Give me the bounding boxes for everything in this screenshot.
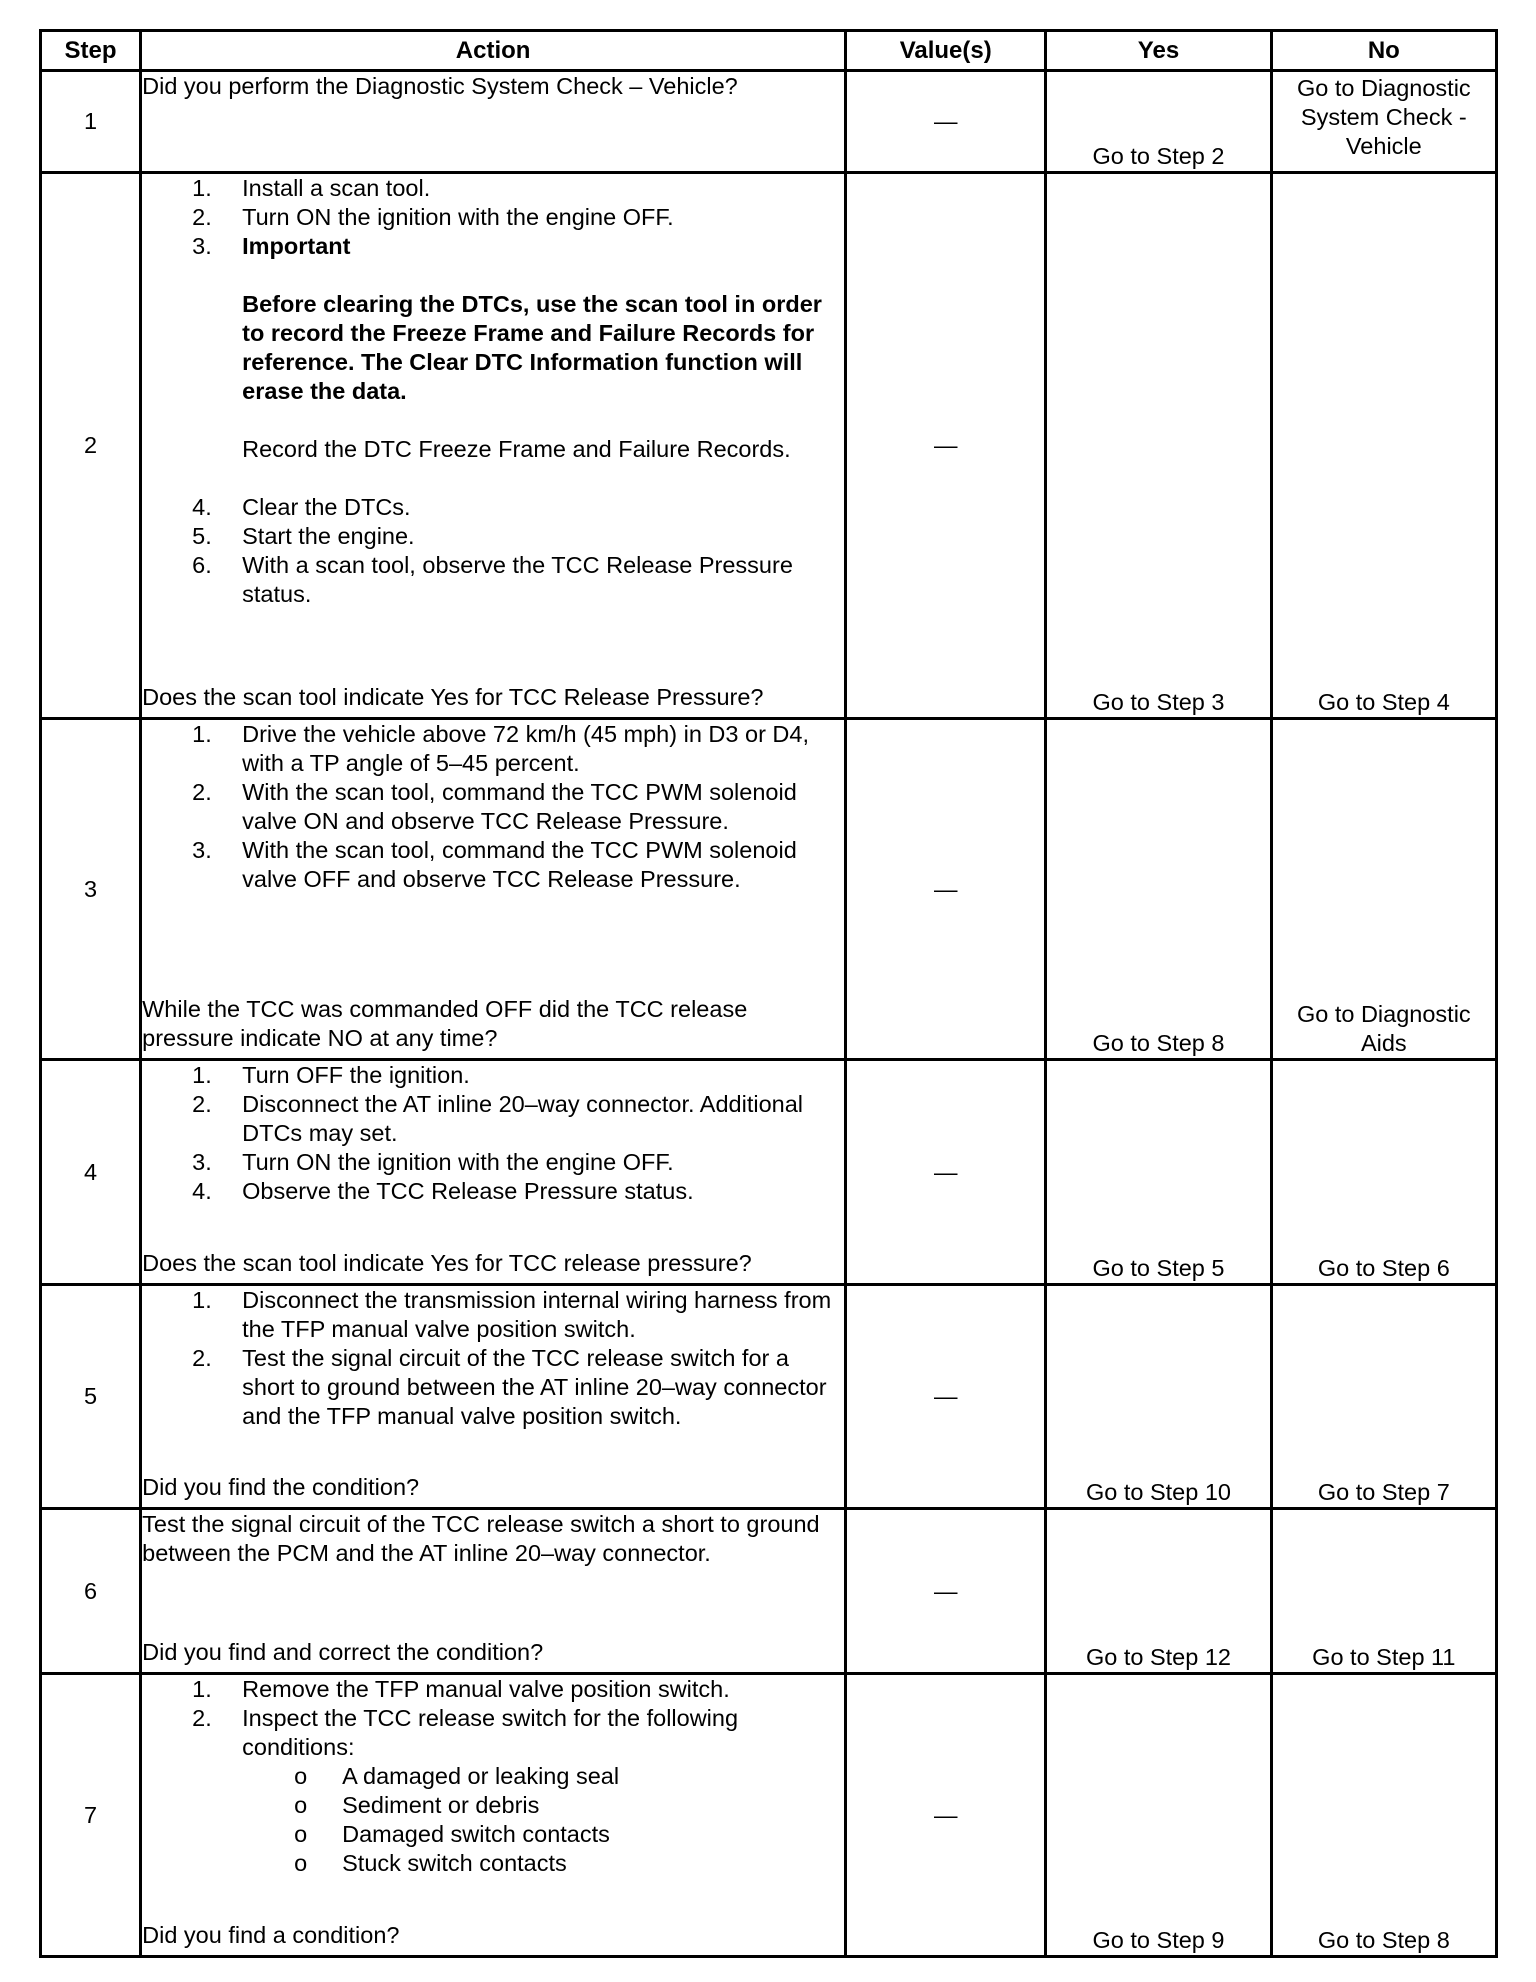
no-cell: Go to Diagnostic System Check - Vehicle [1271,71,1496,173]
action-cell [141,1674,846,1957]
table-row [41,719,1497,1060]
table-row [41,1509,1497,1674]
table-row [41,1060,1497,1285]
list-item: 2. Disconnect the AT inline 20–way connector. Additional DTCs may set. [192,1091,804,1146]
record-instruction: Record the DTC Freeze Frame and Failure Records. [242,436,791,462]
important-label: Important [242,233,351,259]
value-cell: — [846,1285,1046,1509]
yes-cell: Go to Step 5 [1046,1060,1271,1285]
yes-cell: Go to Step 10 [1046,1285,1271,1509]
value-cell: — [846,1060,1046,1285]
value-cell: — [846,173,1046,719]
action-text: Test the signal circuit of the TCC release switch a short to ground between the PCM and the AT inline 20–way connector. [142,1511,820,1566]
list-item: 6. With a scan tool, observe the TCC Release Pressure status. [192,552,793,607]
no-cell: Go to Step 4 [1271,173,1496,719]
no-cell: Go to Step 6 [1271,1060,1496,1285]
list-item: o Damaged switch contacts [294,1821,610,1847]
list-item: 2. Test the signal circuit of the TCC release switch for a short to ground between the AT inline 20–way connector and the TFP manual valve position switch. [192,1345,827,1429]
yes-cell: Go to Step 12 [1046,1509,1271,1674]
col-header-action: Action [141,31,846,71]
question: Did you find the condition? [142,1474,420,1500]
list-item: 2. Inspect the TCC release switch for the following conditions: o A damaged or leaking seal o Sediment or debris o Damaged switch contacts o Stuck switch contacts [142,1704,844,1878]
value-cell: — [846,1509,1046,1674]
header-row [41,31,1497,71]
table-row [41,1285,1497,1509]
bullet-icon: o [294,1821,308,1847]
col-header-step: Step [41,31,141,71]
action-cell [141,71,846,173]
col-header-values: Value(s) [846,31,1046,71]
list-item: 3. Important Before clearing the DTCs, use the scan tool in order to record the Freeze Frame and Failure Records for reference. The Clear DTC Information function will erase the data. Record the DTC Freeze Frame and Failure Records. [142,232,844,493]
yes-cell: Go to Step 3 [1046,173,1271,719]
no-cell: Go to Step 7 [1271,1285,1496,1509]
action-cell [141,1285,846,1509]
list-item: o Stuck switch contacts [294,1850,567,1876]
table-row [41,173,1497,719]
list-item: o A damaged or leaking seal [294,1763,620,1789]
col-header-yes: Yes [1046,31,1271,71]
col-header-no: No [1271,31,1496,71]
list-item: 3. Turn ON the ignition with the engine OFF. [192,1149,674,1175]
important-note: Before clearing the DTCs, use the scan tool in order to record the Freeze Frame and Failure Records for reference. The Clear DTC Information function will erase the data. [242,291,822,404]
step-number: 1 [41,71,141,173]
question: Does the scan tool indicate Yes for TCC Release Pressure? [142,684,764,710]
no-cell: Go to Step 8 [1271,1674,1496,1957]
step-number: 6 [41,1509,141,1674]
question: While the TCC was commanded OFF did the TCC release pressure indicate NO at any time? [142,996,748,1051]
action-steps [142,1061,844,1206]
question: Did you perform the Diagnostic System Check – Vehicle? [142,73,738,99]
action-steps [142,720,844,894]
yes-cell: Go to Step 2 [1046,71,1271,173]
step-number: 4 [41,1060,141,1285]
no-cell: Go to Step 11 [1271,1509,1496,1674]
value-cell: — [846,71,1046,173]
list-item: 2. With the scan tool, command the TCC PWM solenoid valve ON and observe TCC Release Pressure. [192,779,797,834]
action-steps [142,1675,844,1878]
question: Does the scan tool indicate Yes for TCC release pressure? [142,1250,752,1276]
action-cell [141,173,846,719]
list-item: 4. Observe the TCC Release Pressure status. [192,1178,694,1204]
list-item: 1. Drive the vehicle above 72 km/h (45 mph) in D3 or D4, with a TP angle of 5–45 percent. [192,721,809,776]
action-steps [142,174,844,609]
bullet-icon: o [294,1763,308,1789]
action-cell [141,719,846,1060]
yes-cell: Go to Step 9 [1046,1674,1271,1957]
diagnostic-table [39,29,1498,1958]
condition-list [242,1762,844,1878]
step-number: 7 [41,1674,141,1957]
step-number: 2 [41,173,141,719]
list-item: 1. Remove the TFP manual valve position switch. [192,1676,730,1702]
action-cell [141,1060,846,1285]
yes-cell: Go to Step 8 [1046,719,1271,1060]
list-item: 1. Turn OFF the ignition. [192,1062,470,1088]
value-cell: — [846,719,1046,1060]
action-steps [142,1286,844,1431]
list-item: 2. Turn ON the ignition with the engine OFF. [192,204,674,230]
bullet-icon: o [294,1850,308,1876]
action-cell [141,1509,846,1674]
list-item: 5. Start the engine. [192,523,415,549]
list-item: 3. With the scan tool, command the TCC PWM solenoid valve OFF and observe TCC Release Pressure. [192,837,797,892]
list-item: 1. Install a scan tool. [192,175,431,201]
step-number: 5 [41,1285,141,1509]
list-item: 4. Clear the DTCs. [192,494,411,520]
bullet-icon: o [294,1792,308,1818]
no-cell: Go to Diagnostic Aids [1271,719,1496,1060]
table-row [41,71,1497,173]
question: Did you find and correct the condition? [142,1639,544,1665]
step-number: 3 [41,719,141,1060]
value-cell: — [846,1674,1046,1957]
list-item: o Sediment or debris [294,1792,540,1818]
list-item: 1. Disconnect the transmission internal wiring harness from the TFP manual valve position switch. [192,1287,832,1342]
table-row [41,1674,1497,1957]
question: Did you find a condition? [142,1922,400,1948]
